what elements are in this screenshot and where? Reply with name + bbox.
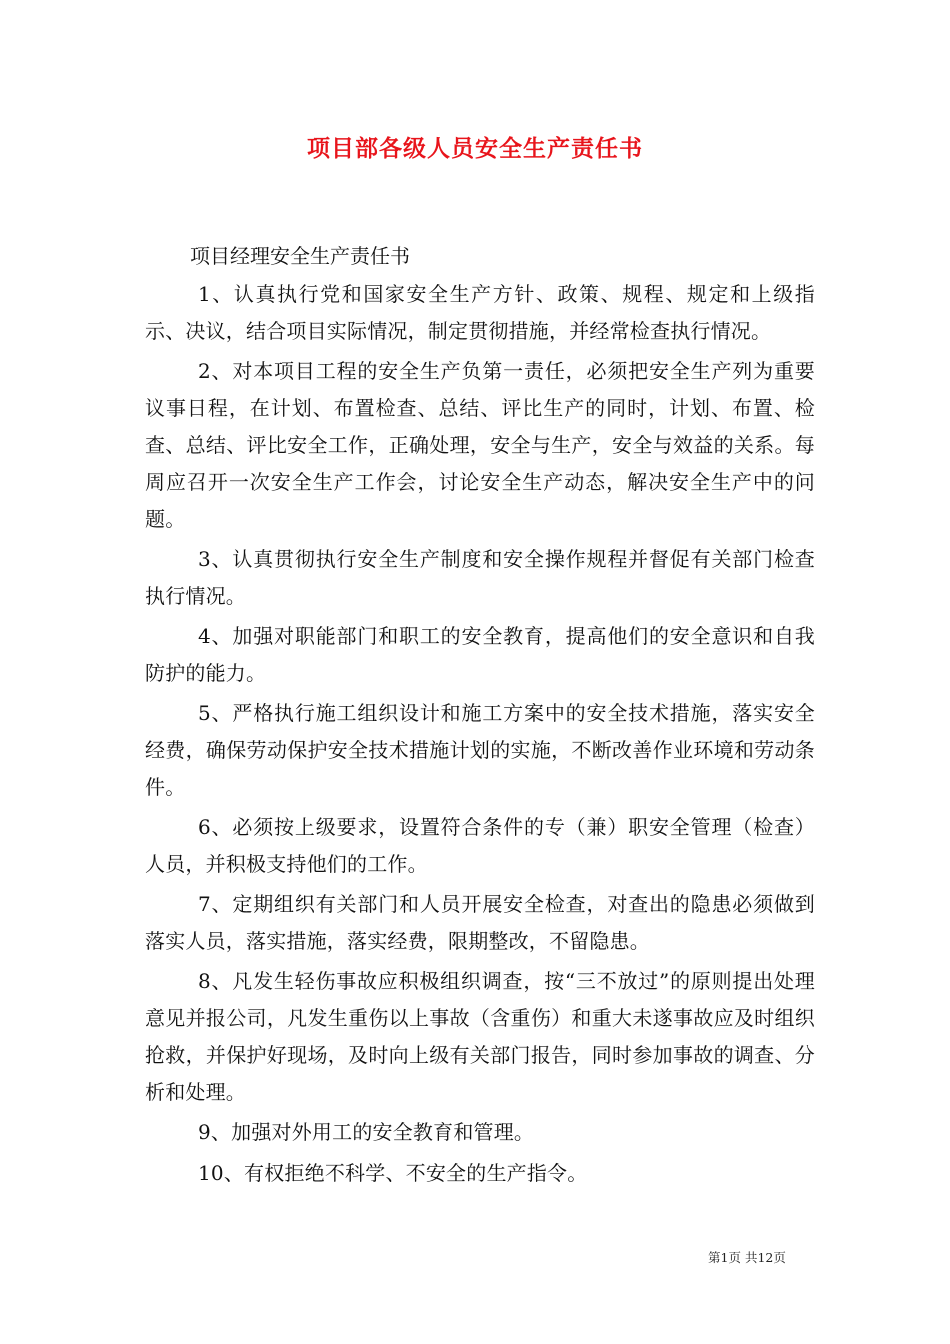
paragraph-4: 4、加强对职能部门和职工的安全教育，提高他们的安全意识和自我防护的能力。	[145, 624, 815, 685]
paragraph-5: 5、严格执行施工组织设计和施工方案中的安全技术措施，落实安全经费，确保劳动保护安全技术措施计划的实施，不断改善作业环境和劳动条件。	[145, 701, 815, 799]
paragraph-8: 8、凡发生轻伤事故应积极组织调查，按“三不放过”的原则提出处理意见并报公司，凡发生重伤以上事故（含重伤）和重大未遂事故应及时组织抢救，并保护好现场，及时向上级有关部门报告，同时参加事故的调查、分析和处理。	[145, 969, 815, 1105]
footer-total-pages: 12	[757, 1250, 774, 1265]
document-title: 项目部各级人员安全生产责任书	[307, 135, 643, 162]
page-number-footer	[708, 1248, 786, 1266]
footer-middle: 页 共	[728, 1250, 758, 1265]
paragraph-1: 1、认真执行党和国家安全生产方针、政策、规程、规定和上级指示、决议，结合项目实际情况，制定贯彻措施，并经常检查执行情况。	[145, 282, 815, 343]
document-body	[145, 276, 815, 1195]
footer-suffix: 页	[773, 1250, 786, 1265]
footer-current-page: 1	[720, 1250, 729, 1265]
paragraph-10: 10、有权拒绝不科学、不安全的生产指令。	[198, 1160, 588, 1185]
paragraph-6: 6、必须按上级要求，设置符合条件的专（兼）职安全管理（检查）人员，并积极支持他们的工作。	[145, 815, 815, 877]
section-title: 项目经理安全生产责任书	[190, 244, 410, 268]
paragraph-3: 3、认真贯彻执行安全生产制度和安全操作规程并督促有关部门检查执行情况。	[145, 546, 815, 608]
paragraph-9: 9、加强对外用工的安全教育和管理。	[198, 1120, 535, 1145]
paragraph-2: 2、对本项目工程的安全生产负第一责任，必须把安全生产列为重要议事日程，在计划、布置检查、总结、评比生产的同时，计划、布置、检查、总结、评比安全工作，正确处理，安全与生产，安全与效益的关系。每周应召开一次安全生产工作会，讨论安全生产动态，解决安全生产中的问题。	[145, 359, 815, 531]
paragraph-7: 7、定期组织有关部门和人员开展安全检查，对查出的隐患必须做到落实人员，落实措施，落实经费，限期整改，不留隐患。	[145, 892, 815, 954]
footer-prefix: 第	[708, 1250, 721, 1265]
